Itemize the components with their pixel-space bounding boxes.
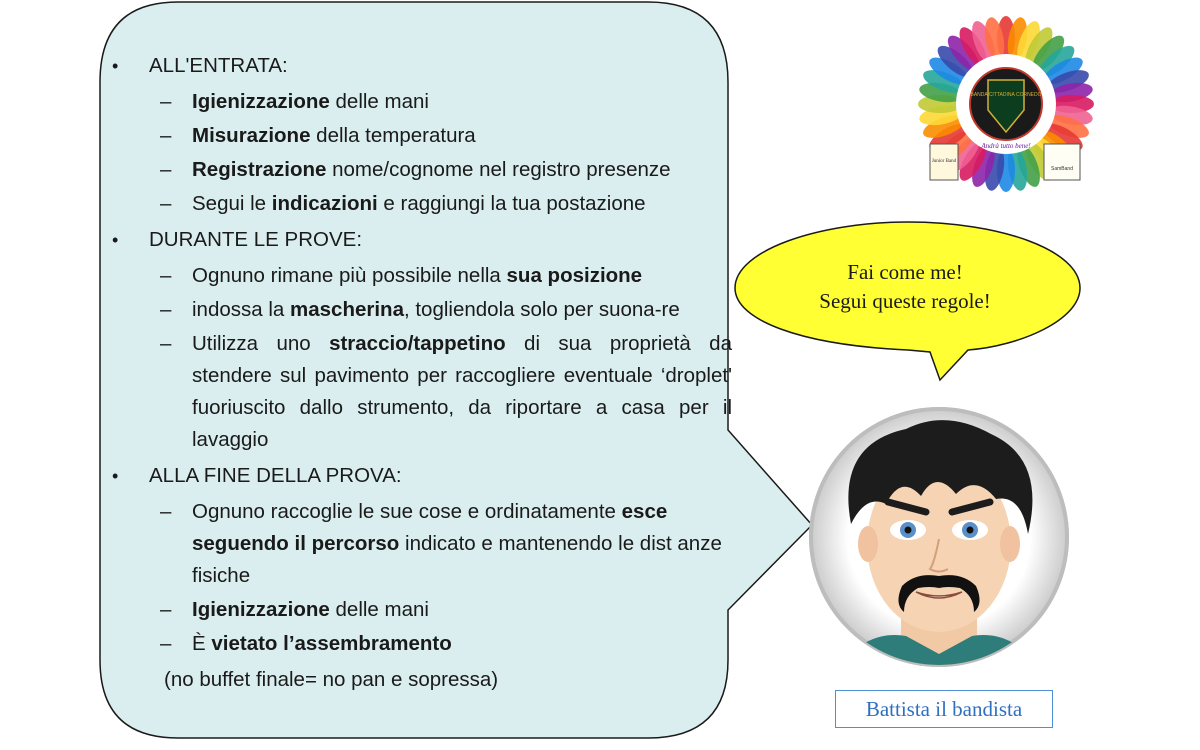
samband-badge (1044, 144, 1080, 180)
speech-text (780, 258, 1030, 316)
list-item: – Igienizzazione delle mani (160, 598, 429, 621)
list-item: – indossa la mascherina, togliendola solo per suona-re (160, 298, 680, 321)
logo-motto: Andrà tutto bene! (981, 142, 1031, 150)
color-wheel-logo-icon (918, 16, 1094, 192)
section-title: DURANTE LE PROVE: (149, 228, 363, 251)
rules-list (112, 48, 732, 698)
list-item: – Utilizza uno straccio/tappetino di sua proprietà da stendere sul pavimento per raccogliere eventuale ‘droplet' fuoriuscito dallo strumento, da riportare a casa per il lavaggio (160, 332, 732, 451)
list-item: – Segui le indicazioni e raggiungi la tua postazione (160, 192, 646, 215)
section-end (112, 458, 732, 494)
bullet: • (112, 56, 119, 76)
band-logo (918, 16, 1094, 192)
list-item: – Igienizzazione delle mani (160, 90, 429, 113)
note-text: (no buffet finale= no pan e sopressa) (164, 668, 499, 691)
samband-label: SamBand (1051, 166, 1073, 172)
list-item: – Registrazione nome/cognome nel registro presenze (160, 158, 671, 181)
list-item: – Ognuno raccoglie le sue cose e ordinatamente esce seguendo il percorso indicato e mantenendo le dist anze fisiche (160, 500, 722, 587)
speech-line-1: Fai come me! (847, 260, 963, 284)
junior-band-label: Junior Band (931, 159, 957, 164)
character-avatar (806, 404, 1072, 675)
logo-title: BANDA CITTADINA CORNEDO (970, 92, 1042, 98)
list-item: – È vietato l’assembramento (160, 632, 452, 655)
character-name-label: Battista il bandista (835, 690, 1053, 728)
list-item: – Misurazione della temperatura (160, 124, 476, 147)
bullet: • (112, 230, 119, 250)
section-title: ALLA FINE DELLA PROVA: (149, 464, 402, 487)
bullet: • (112, 466, 119, 486)
speech-line-2: Segui queste regole! (819, 289, 991, 313)
list-item: – Ognuno rimane più possibile nella sua posizione (160, 264, 643, 287)
section-title: ALL'ENTRATA: (149, 54, 288, 77)
section-during (112, 222, 732, 258)
section-entrance (112, 48, 732, 84)
character-face-icon (806, 404, 1072, 670)
